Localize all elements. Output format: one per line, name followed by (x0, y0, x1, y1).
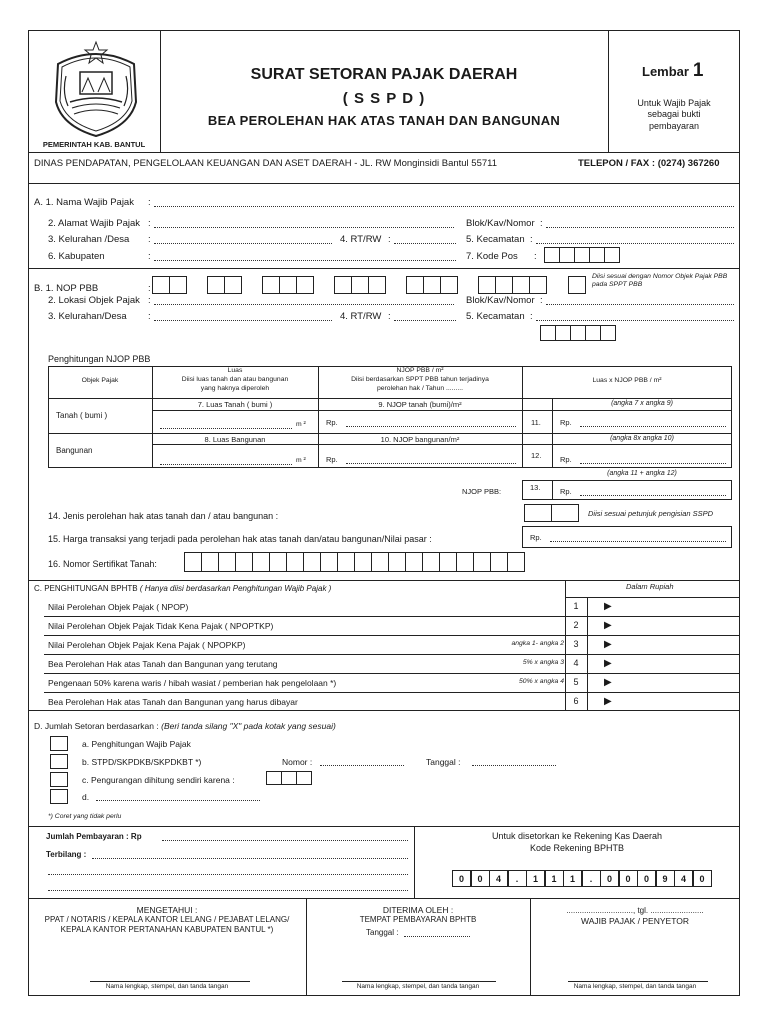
label-kel-a: 3. Kelurahan /Desa (48, 234, 130, 245)
code-digit: 0 (619, 870, 638, 887)
sig-tanggal-wp: .............................., tgl. ........................ (566, 906, 704, 915)
terbilang-field-1[interactable] (92, 858, 408, 859)
code-digit: 0 (600, 870, 619, 887)
blok-b-field[interactable] (546, 304, 734, 305)
kodepos-box[interactable] (589, 247, 605, 263)
nop-box[interactable] (152, 276, 170, 294)
sertifikat-box[interactable] (473, 552, 491, 572)
label-nop: B. 1. NOP PBB (34, 283, 99, 294)
bphtb-row-formula: angka 1- angka 2 (511, 640, 564, 647)
form-abbrev: ( S S P D ) (342, 90, 426, 107)
nop-box[interactable] (334, 276, 352, 294)
njop-pbb-label: NJOP PBB: (462, 487, 502, 496)
sertifikat-box[interactable] (354, 552, 372, 572)
code-digit: 1 (526, 870, 545, 887)
sertifikat-box[interactable] (405, 552, 423, 572)
pengurangan-box[interactable] (281, 771, 297, 785)
kab-a-field[interactable] (154, 260, 456, 261)
sertifikat-box[interactable] (303, 552, 321, 572)
code-digit: 1 (545, 870, 564, 887)
code-digit: 0 (637, 870, 656, 887)
nop-box[interactable] (279, 276, 297, 294)
njop-total-box (522, 480, 732, 500)
nomor-label: Nomor : (282, 757, 313, 767)
nop-box[interactable] (368, 276, 386, 294)
pengurangan-box[interactable] (266, 771, 282, 785)
bphtb-row-formula: 50% x angka 4 (519, 678, 564, 685)
dalam-rupiah: Dalam Rupiah (626, 582, 674, 591)
sertifikat-box[interactable] (218, 552, 236, 572)
njop-title: Penghitungan NJOP PBB (48, 354, 151, 364)
total-tanah-field[interactable] (580, 426, 726, 427)
nomor-field[interactable] (320, 765, 404, 766)
bphtb-row-value-field[interactable] (620, 694, 736, 709)
terbilang-field-2[interactable] (48, 874, 408, 875)
section-c-title: C. PENGHITUNGAN BPHTB ( Hanya diisi berdasarkan Penghitungan Wajib Pajak ) (34, 584, 332, 593)
checkbox-c[interactable] (50, 772, 68, 787)
terbilang-field-3[interactable] (48, 890, 408, 891)
sertifikat-box[interactable] (422, 552, 440, 572)
jumlah-label: Jumlah Pembayaran : Rp (46, 832, 142, 841)
code-digit: . (508, 870, 527, 887)
sertifikat-box[interactable] (269, 552, 287, 572)
nop-note-2: pada SPPT PBB (592, 281, 643, 288)
bphtb-row-label: Bea Perolehan Hak atas Tanah dan Bangunan yang harus dibayar (48, 697, 298, 707)
nop-box[interactable] (512, 276, 530, 294)
label-kodepos: 7. Kode Pos (466, 251, 518, 262)
kel-a-field[interactable] (154, 243, 332, 244)
njop-col-njop: NJOP PBB / m² (396, 367, 444, 374)
nop-box[interactable] (351, 276, 369, 294)
label-kel-b: 3. Kelurahan/Desa (48, 311, 127, 322)
sertifikat-box[interactable] (456, 552, 474, 572)
label-blok-a: Blok/Kav/Nomor (466, 218, 535, 229)
sertifikat-box[interactable] (320, 552, 338, 572)
nop-box[interactable] (262, 276, 280, 294)
bantul-emblem-logo (44, 36, 148, 140)
alamat-wp-field[interactable] (154, 227, 454, 228)
njop-col-objek: Objek Pajak (81, 377, 119, 384)
bphtb-row-number: 1 (573, 601, 579, 611)
kodepos-box[interactable] (559, 247, 575, 263)
sig-caption-2: Nama lengkap, stempel, dan tanda tangan (356, 983, 480, 990)
rtrw-a-field[interactable] (394, 243, 456, 244)
sertifikat-box[interactable] (184, 552, 202, 572)
bphtb-row-number: 3 (573, 639, 579, 649)
njop-tanah-field[interactable] (346, 426, 516, 427)
kodepos-box[interactable] (604, 247, 620, 263)
nama-wp-field[interactable] (154, 206, 734, 207)
kel-b-field[interactable] (154, 320, 332, 321)
row-bangunan: Bangunan (56, 446, 93, 455)
label-rtrw-b: 4. RT/RW (340, 311, 382, 322)
q14-label: 14. Jenis perolehan hak atas tanah dan / atau bangunan : (48, 511, 279, 521)
option-d-label: d. (82, 792, 90, 802)
q15-label: 15. Harga transaksi yang terjadi pada perolehan hak atas tanah dan/atau bangunan/Nilai pasar : (48, 534, 432, 544)
bphtb-row-number: 5 (573, 677, 579, 687)
bphtb-row-label: Nilai Perolehan Objek Pajak ( NPOP) (48, 602, 189, 612)
kec-b-box[interactable] (555, 325, 571, 341)
code-digit: 9 (656, 870, 675, 887)
bphtb-row-value-field[interactable] (620, 618, 736, 633)
code-digit: 0 (693, 870, 712, 887)
blok-a-field[interactable] (546, 227, 734, 228)
logo-caption: PEMERINTAH KAB. BANTUL (42, 140, 146, 149)
code-digit: 0 (452, 870, 471, 887)
checkbox-d[interactable] (50, 789, 68, 804)
sig-diterima: DITERIMA OLEH : (382, 905, 454, 915)
nop-box[interactable] (406, 276, 424, 294)
harga-transaksi-field[interactable] (550, 541, 726, 542)
agency-phone: TELEPON / FAX : (0274) 367260 (578, 158, 720, 169)
bphtb-row-value-field[interactable] (620, 637, 736, 652)
nop-box[interactable] (169, 276, 187, 294)
kec-b-field[interactable] (536, 320, 734, 321)
nop-box[interactable] (568, 276, 586, 294)
njop-col-total: Luas x NJOP PBB / m² (592, 377, 662, 384)
option-b-label: b. STPD/SKPDKB/SKPDKBT *) (82, 757, 202, 767)
luas-tanah-field[interactable] (160, 428, 292, 429)
sheet-label: Lembar 1 (642, 60, 704, 81)
option-d-field[interactable] (96, 800, 260, 801)
kodepos-box[interactable] (544, 247, 560, 263)
label-blok-b: Blok/Kav/Nomor (466, 295, 535, 306)
kode-rekening-label: Kode Rekening BPHTB (529, 843, 625, 853)
arrow-right-icon: ▶ (604, 620, 612, 631)
nop-box[interactable] (207, 276, 225, 294)
njop-col-luas: Luas (227, 367, 243, 374)
sertifikat-box[interactable] (507, 552, 525, 572)
label-kab-a: 6. Kabupaten (48, 251, 105, 262)
bphtb-row-label: Nilai Perolehan Objek Pajak Kena Pajak ( NPOPKP) (48, 640, 246, 650)
label-lokasi: 2. Lokasi Objek Pajak (48, 295, 140, 306)
bphtb-row-value-field[interactable] (620, 675, 736, 690)
jenis-perolehan-box[interactable] (551, 504, 579, 522)
bphtb-row-number: 6 (573, 696, 579, 706)
sertifikat-box[interactable] (201, 552, 219, 572)
nop-box[interactable] (423, 276, 441, 294)
label-kec-b: 5. Kecamatan (466, 311, 525, 322)
njop-bangunan-field[interactable] (346, 463, 516, 464)
terbilang-label: Terbilang : (46, 850, 87, 859)
sig-caption-1: Nama lengkap, stempel, dan tanda tangan (105, 983, 229, 990)
tanggal-label: Tanggal : (426, 757, 461, 767)
bphtb-row-value-field[interactable] (620, 599, 736, 614)
code-digit: 0 (471, 870, 490, 887)
sig-wajib-pajak: WAJIB PAJAK / PENYETOR (580, 916, 689, 926)
rtrw-b-field[interactable] (394, 320, 456, 321)
nop-box[interactable] (529, 276, 547, 294)
jenis-perolehan-box[interactable] (524, 504, 552, 522)
luas-bangunan-field[interactable] (160, 464, 292, 465)
sertifikat-box[interactable] (252, 552, 270, 572)
label-rtrw-a: 4. RT/RW (340, 234, 382, 245)
arrow-right-icon: ▶ (604, 658, 612, 669)
sig-caption-3: Nama lengkap, stempel, dan tanda tangan (573, 983, 697, 990)
code-digit: 1 (563, 870, 582, 887)
sertifikat-box[interactable] (388, 552, 406, 572)
kodepos-box[interactable] (574, 247, 590, 263)
row-tanah: Tanah ( bumi ) (56, 411, 108, 420)
bphtb-row-formula: 5% x angka 3 (522, 659, 564, 666)
bphtb-row-label: Pengenaan 50% karena waris / hibah wasiat / pemberian hak pengelolaan *) (48, 678, 337, 688)
bphtb-row-number: 2 (573, 620, 579, 630)
nop-note-1: Diisi sesuai dengan Nomor Objek Pajak PBB (592, 273, 728, 280)
kec-a-field[interactable] (536, 243, 734, 244)
bphtb-row-value-field[interactable] (620, 656, 736, 671)
option-a-label: a. Penghitungan Wajib Pajak (82, 739, 191, 749)
tanggal-d-field[interactable] (472, 765, 556, 766)
bphtb-row-label: Nilai Perolehan Objek Pajak Tidak Kena Pajak ( NPOPTKP) (48, 621, 274, 631)
njop-pbb-field[interactable] (580, 495, 726, 496)
sheet-note: Untuk Wajib Pajak sebagai bukti pembayaran (637, 98, 711, 131)
code-digit: . (582, 870, 601, 887)
total-bangunan-field[interactable] (580, 463, 726, 464)
code-digit: 4 (489, 870, 508, 887)
form-subtitle: BEA PEROLEHAN HAK ATAS TANAH DAN BANGUNAN (207, 113, 561, 128)
arrow-right-icon: ▶ (604, 601, 612, 612)
kec-b-box[interactable] (600, 325, 616, 341)
nop-box[interactable] (440, 276, 458, 294)
jumlah-field[interactable] (162, 840, 408, 841)
nop-box[interactable] (495, 276, 513, 294)
sertifikat-box[interactable] (235, 552, 253, 572)
label-alamat-wp: 2. Alamat Wajib Pajak (48, 218, 141, 229)
sertifikat-box[interactable] (490, 552, 508, 572)
arrow-right-icon: ▶ (604, 677, 612, 688)
sertifikat-box[interactable] (439, 552, 457, 572)
section-d-title: D. Jumlah Setoran berdasarkan : (Beri tanda silang "X" pada kotak yang sesuai) (34, 721, 336, 731)
tanggal-terima-field[interactable] (404, 936, 470, 937)
rekening-label: Untuk disetorkan ke Rekening Kas Daerah (491, 831, 663, 841)
nop-box[interactable] (296, 276, 314, 294)
q16-label: 16. Nomor Sertifikat Tanah: (48, 559, 157, 569)
sig-mengetahui: MENGETAHUI : (136, 905, 198, 915)
kec-b-box[interactable] (585, 325, 601, 341)
pengurangan-box[interactable] (296, 771, 312, 785)
bphtb-row-label: Bea Perolehan Hak atas Tanah dan Bangunan yang terutang (48, 659, 278, 669)
sertifikat-box[interactable] (337, 552, 355, 572)
code-digit: 4 (674, 870, 693, 887)
q14-note: Diisi sesuai petunjuk pengisian SSPD (588, 509, 714, 518)
coret-note: *) Coret yang tidak perlu (48, 813, 122, 820)
label-nama-wp: A. 1. Nama Wajib Pajak (34, 197, 134, 208)
checkbox-a[interactable] (50, 736, 68, 751)
arrow-right-icon: ▶ (604, 696, 612, 707)
kec-b-box[interactable] (570, 325, 586, 341)
checkbox-b[interactable] (50, 754, 68, 769)
bphtb-row-number: 4 (573, 658, 579, 668)
agency-address: DINAS PENDAPATAN, PENGELOLAAN KEUANGAN DAN ASET DAERAH - JL. RW Monginsidi Bantul 55711 (34, 158, 498, 169)
lokasi-field[interactable] (154, 304, 454, 305)
form-title: SURAT SETORAN PAJAK DAERAH (250, 66, 518, 83)
label-kec-a: 5. Kecamatan (466, 234, 525, 245)
nop-box[interactable] (224, 276, 242, 294)
option-c-label: c. Pengurangan dihitung sendiri karena : (82, 775, 235, 785)
nop-box[interactable] (478, 276, 496, 294)
arrow-right-icon: ▶ (604, 639, 612, 650)
kec-b-box[interactable] (540, 325, 556, 341)
harga-transaksi-box[interactable] (522, 526, 732, 548)
sertifikat-box[interactable] (371, 552, 389, 572)
sertifikat-box[interactable] (286, 552, 304, 572)
